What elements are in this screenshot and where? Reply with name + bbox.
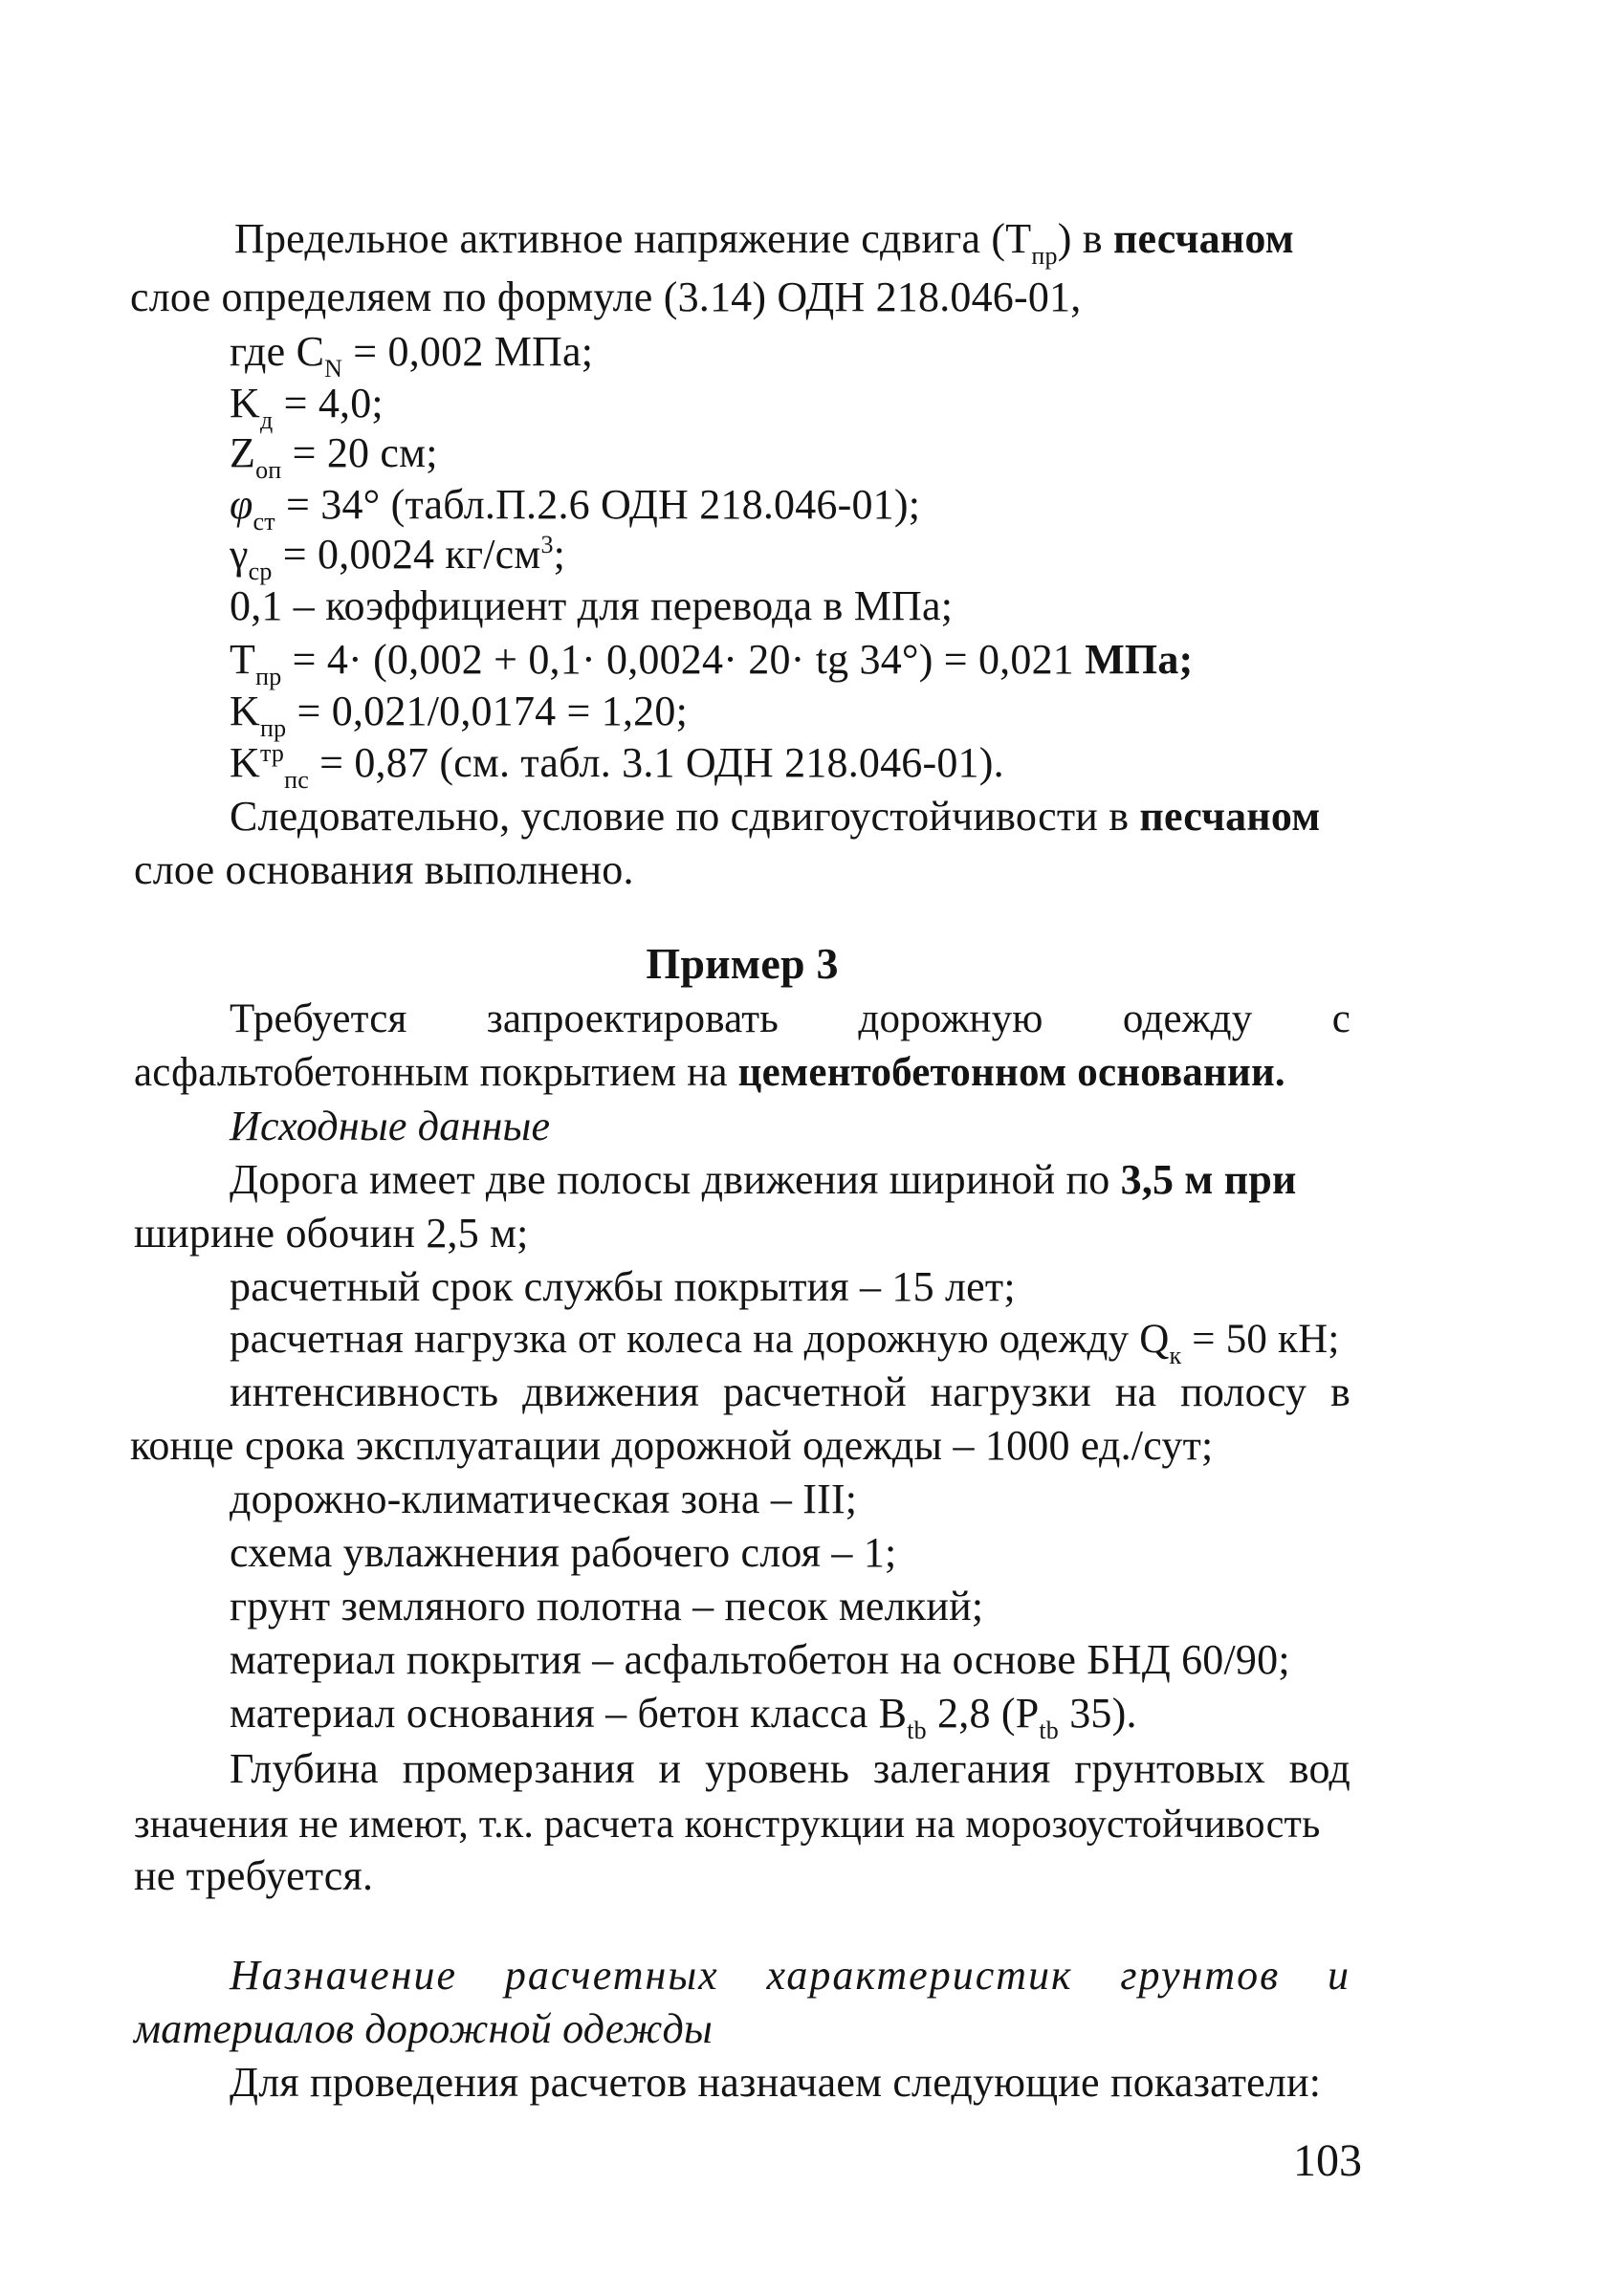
- text-line: расчетная нагрузка от колеса на дорожную одежду $Q_к = 50$ кН;: [230, 1317, 1340, 1369]
- formula-line: $K_{пр} = 0,021/0,0174 = 1,20$;: [230, 688, 688, 742]
- text-line: Требуется запроектировать дорожную одежду с: [230, 996, 1350, 1041]
- text-line: не требуется.: [134, 1852, 374, 1899]
- text-line: Глубина промерзания и уровень залегания грунтовых вод: [230, 1745, 1350, 1792]
- text-line: схема увлажнения рабочего слоя – 1;: [230, 1529, 897, 1576]
- text-line: материал основания – бетон класса $B_{tb}$ 2,8 ($P_{tb}$ 35).: [230, 1690, 1137, 1744]
- formula-line: где $C_N = 0,002$ МПа;: [230, 328, 594, 383]
- text-line: расчетный срок службы покрытия – 15 лет;: [230, 1263, 1016, 1310]
- text-line: интенсивность движения расчетной нагрузки на полосу в: [230, 1368, 1350, 1415]
- text-line: ширине обочин 2,5 м;: [134, 1210, 529, 1257]
- text-line: Следовательно, условие по сдвигоустойчивости в песчаном: [230, 793, 1321, 840]
- text-line: материал покрытия – асфальтобетон на основе БНД 60/90;: [230, 1636, 1290, 1683]
- text-line: конце срока эксплуатации дорожной одежды – 1000 ед./сут;: [130, 1422, 1214, 1469]
- formula-line: 0,1 – коэффициент для перевода в МПа;: [230, 582, 954, 629]
- text-line: слое определяем по формуле (3.14) ОДН 218.046-01,: [130, 273, 1082, 320]
- text-line: грунт земляного полотна – песок мелкий;: [230, 1583, 984, 1629]
- text-line: Предельное активное напряжение сдвига $(T_{пр})$ в песчаном: [234, 215, 1294, 270]
- formula-line: $\varphi_{ст} = 34^\circ$ (табл.П.2.6 ОДН 218.046-01);: [230, 481, 921, 536]
- page-number: 103: [1293, 2135, 1362, 2186]
- text-line: Дорога имеет две полосы движения шириной по 3,5 м при: [230, 1156, 1297, 1203]
- formula-line: $K_д = 4,0$;: [230, 380, 384, 434]
- subheading: материалов дорожной одежды: [134, 2005, 713, 2052]
- formula-line: $K^{тр}_{пс} = 0,87$ (см. табл. 3.1 ОДН 218.046-01).: [230, 739, 1004, 794]
- formula-line: $T_{пр} = 4\cdot (0,002 + 0,1\cdot 0,0024\cdot 20\cdot$ tg 34°) = 0,021 МПа;: [230, 636, 1194, 690]
- subheading: Назначение расчетных характеристик грунтов и: [230, 1952, 1350, 1999]
- example-heading: Пример 3: [646, 939, 839, 988]
- text-line: слое основания выполнено.: [134, 846, 634, 893]
- text-line: Для проведения расчетов назначаем следующие показатели:: [230, 2059, 1322, 2106]
- subheading: Исходные данные: [230, 1103, 551, 1149]
- formula-line: $\gamma_{ср} = 0,0024$ $кг/см^3$;: [230, 531, 566, 585]
- text-line: значения не имеют, т.к. расчета конструкции на морозоустойчивость: [134, 1803, 1321, 1847]
- text-line: асфальтобетонным покрытием на цементобетонном основании.: [134, 1050, 1285, 1095]
- formula-line: $Z_{оп} = 20$ см;: [230, 429, 438, 484]
- text-line: дорожно-климатическая зона – III;: [230, 1476, 858, 1522]
